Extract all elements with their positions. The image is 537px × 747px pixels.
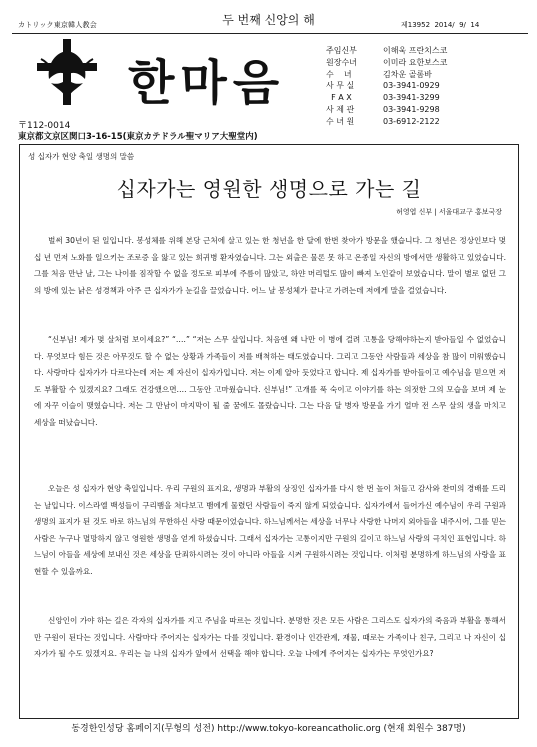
info-value: 이해욱 프란치스코 bbox=[383, 46, 448, 55]
article-box bbox=[19, 144, 519, 719]
info-label: F A X bbox=[326, 93, 352, 103]
article-kicker: 성 십자가 현양 축일 생명의 말씀 bbox=[28, 152, 135, 161]
info-row-convent bbox=[326, 116, 447, 128]
info-label: 수 녀 원 bbox=[326, 116, 355, 126]
article-headline: 십자가는 영원한 생명으로 가는 길 bbox=[116, 177, 422, 201]
homepage-footer: 동경한인성당 홈페이지(무형의 성전) http://www.tokyo-koreancatholic.org (현재 회원수 387명) bbox=[71, 724, 466, 734]
article-paragraph: 오늘은 성 십자가 현양 축일입니다. 우리 구원의 표지요, 생명과 부활의 상징인 십자가를 다시 한 번 높이 쳐들고 감사와 찬미의 경배를 드리는 날입니다. 이스라엘 백성들이 구리뱀을 쳐다보고 뱀에게 물렸던 사람들이 죽지 않게 되었습니다. 십자가에서 들어가신 예수님이 우리 구원과 생명의 표지가 된 것도 바로 하느님의 무한하신 사랑 때문이었습니다. 하느님께서는 세상을 너무나 사랑한 나머지 외아들을 내주시어, 그를 믿는 사람은 누구나 멸망하지 않고 영원한 생명을 얻게 하셨습니다. 그래서 십자가는 고통이지만 구원의 길이고 하느님 사랑의 극치인 표현입니다. 하느님이 아들을 세상에 보내신 것은 세상을 단죄하시려는 것이 아니라 아들을 시켜 구원하시려는 것입니다. 이처럼 분명하게 하느님의 사랑을 표현할 수 있을까요. bbox=[34, 484, 506, 576]
info-label: 사 제 관 bbox=[326, 104, 355, 114]
church-address: 東京都文京区関口3-16-15(東京カテドラル聖マリア大聖堂内) bbox=[18, 132, 258, 142]
info-value: 03-3941-3299 bbox=[383, 93, 440, 103]
info-label: 수 녀 bbox=[326, 69, 352, 79]
article-paragraph: 벌써 30년이 된 일입니다. 봉성체를 위해 본당 근처에 살고 있는 한 청년을 한 달에 한번 찾아가 방문을 했습니다. 그 청년은 정상인보다 몇 십 년 먼저 노화를 일으키는 조로증 을 앓고 있는 희귀병 환자였습니다. 그는 외출은 물론 못 하고 온종일 자신의 방에서만 생활하고 있었습니다. 그를 처음 만난 날, 그는 나이를 짐작할 수 없을 정도로 피부에 주름이 많았고, 하얀 머리털도 많이 빠져 노인같이 보였습니다. 말이 별로 없던 그의 방에 있는 낡은 성경책과 아주 큰 십자가가 눈길을 끌었습니다. 어느 날 봉성체가 끝나고 가려는데 저에게 말을 걸었습니다. bbox=[34, 236, 506, 295]
info-row-sister bbox=[326, 69, 447, 81]
header-rule bbox=[12, 33, 528, 34]
info-row-office bbox=[326, 80, 447, 92]
year-theme: 두 번째 신앙의 해 bbox=[222, 13, 315, 27]
article-byline: 허영엽 신부 | 서울대교구 홍보국장 bbox=[396, 208, 502, 216]
info-value: 03-3941-0929 bbox=[383, 81, 440, 91]
article-paragraph: 신앙인이 가야 하는 길은 각자의 십자가를 지고 주님을 따르는 것입니다. 분명한 것은 모든 사람은 그리스도 십자가의 죽음과 부활을 통해서만 구원이 된다는 것입니다. 사람마다 주어지는 십자가는 다를 것입니다. 환경이나 인간관계, 재물, 때로는 가족이나 친구, 그리고 나 자신이 십자가가 될 수도 있겠지요. 우리는 늘 나의 십자가 앞에서 선택을 해야 합니다. 오늘 나에게 주어지는 십자가는 무엇인가요? bbox=[34, 616, 506, 659]
info-value: 03-6912-2122 bbox=[383, 116, 440, 126]
postal-code: 〒112-0014 bbox=[18, 121, 71, 131]
contact-info bbox=[326, 45, 447, 128]
info-value: 이미라 요한보스코 bbox=[383, 57, 448, 67]
article-paragraph: “신부님! 제가 몇 살처럼 보이세요?” “….” “저는 스무 살입니다. 처음엔 왜 나만 이 병에 걸려 고통을 당해야하는지 받아들일 수 없었습니다. 무엇보다 힘든 것은 아무것도 할 수 없는 상황과 가족들이 저를 배척하는 태도였습니다. 그리고 그동안 사람들과 세상을 참 많이 미워했습니다. 사랑마다 십자가가 다르다는데 저는 제 자신이 십자가입니다. 저는 이제 알아 듯었다고 합니다. 제 십자가를 받아들이고 예수님을 믿으면 저도 부활할 수 있겠지요? 그래도 건강했으면…. 그동안 고마웠습니다. 신부님!” 고개를 푹 숙이고 이야기를 하는 의젓한 그의 모습을 보며 제 눈에 자꾸 이슬이 맺혔습니다. 저는 그 만남이 마지막이 될 줄 꿈에도 몰랐습니다. 그는 다음 달 병자 방문을 가기 얼마 전 스무 살의 생을 마치고 세상을 떠났습니다. bbox=[34, 335, 506, 427]
newsletter-title: 한마음 bbox=[128, 55, 286, 111]
info-value: 김차운 골롬바 bbox=[383, 69, 432, 79]
info-row-rectory bbox=[326, 104, 447, 116]
info-row-superior bbox=[326, 57, 447, 69]
info-label: 주임신부 bbox=[326, 46, 357, 55]
info-row-pastor bbox=[326, 45, 447, 57]
info-row-fax bbox=[326, 92, 447, 104]
organization-name: カトリック東京韓人教会 bbox=[18, 21, 97, 29]
info-value: 03-3941-9298 bbox=[383, 104, 440, 114]
issue-info: 제13952 2014/ 9/ 14 bbox=[401, 21, 480, 29]
parish-logo-icon bbox=[37, 39, 97, 105]
info-label: 사 무 실 bbox=[326, 81, 355, 91]
info-label: 원장수녀 bbox=[326, 57, 357, 67]
